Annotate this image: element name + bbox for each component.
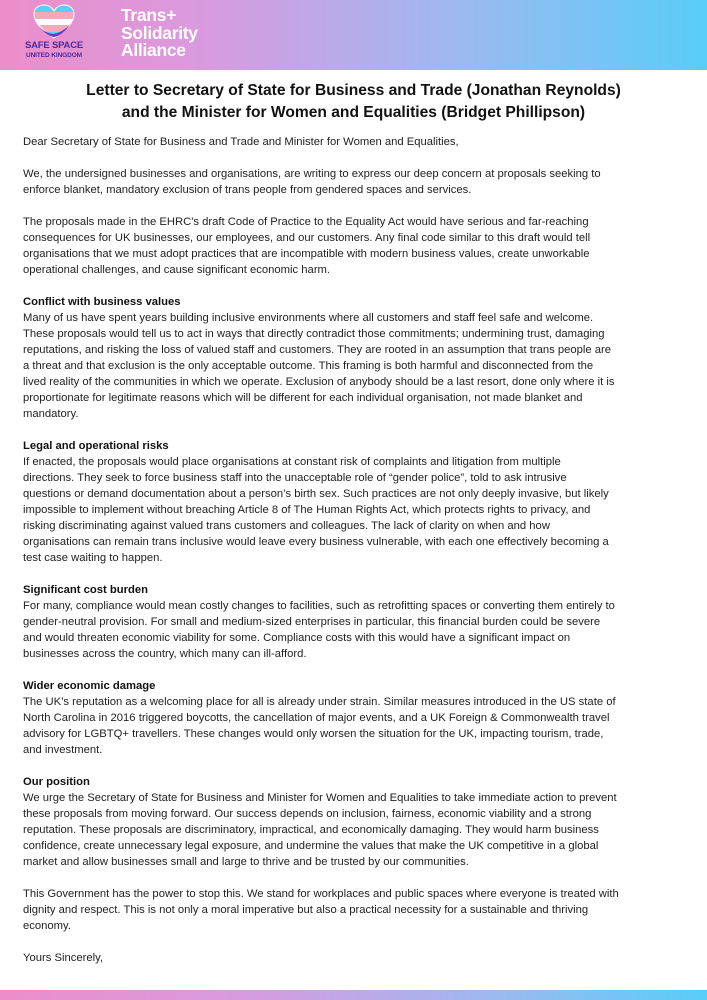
alliance-line-1: Trans+ <box>121 5 177 25</box>
text-line: economy. <box>23 920 71 932</box>
text-line: mandatory. <box>23 408 79 420</box>
salutation-text: Dear Secretary of State for Business and Trade and Minister for Women and Equalities, <box>23 136 459 148</box>
text-line: and investment. <box>23 744 103 756</box>
closing-paragraph <box>23 886 693 934</box>
header-banner <box>0 0 707 70</box>
section-cost-burden <box>23 582 693 662</box>
text-line: gender-neutral provision. For small and medium-sized enterprises in particular, this financial burden could be severe <box>23 616 601 628</box>
section-paragraph <box>23 790 693 870</box>
section-heading: Significant cost burden <box>23 584 149 596</box>
text-line: For many, compliance would mean costly changes to facilities, such as retrofitting spaces or converting them entirely to <box>23 600 615 612</box>
footer-gradient-bar <box>0 990 707 1000</box>
signoff <box>23 950 693 966</box>
proposals-paragraph <box>23 214 693 278</box>
letter-title <box>20 80 687 124</box>
section-paragraph <box>23 694 693 758</box>
logo-line-2: UNITED KINGDOM <box>25 52 82 59</box>
section-economic-damage <box>23 678 693 758</box>
section-heading: Conflict with business values <box>23 296 181 308</box>
logo-line-1: SAFE SPACE <box>24 40 83 51</box>
text-line: these proposals from moving forward. Our success depends on inclusion, fairness, economic viability and a strong <box>23 808 592 820</box>
section-heading: Wider economic damage <box>23 680 156 692</box>
text-line: dignity and respect. This is not only a moral imperative but also a practical necessity for a sustainable and thriving <box>23 904 589 916</box>
section-heading: Our position <box>23 776 90 788</box>
section-paragraph <box>23 454 693 566</box>
section-business-values <box>23 294 693 422</box>
text-line: enforce blanket, mandatory exclusion of trans people from gendered spaces and services. <box>23 184 472 196</box>
alliance-line-2: Solidarity <box>121 22 198 43</box>
text-line: This Government has the power to stop this. We stand for workplaces and public spaces where everyone is treated with <box>23 888 619 900</box>
section-heading: Legal and operational risks <box>23 440 169 452</box>
section-paragraph <box>23 310 693 422</box>
trans-solidarity-alliance-logo <box>121 7 198 60</box>
text-line: a threat and that exclusion is the only acceptable outcome. This framing is both harmful and disconnected from the <box>23 360 594 372</box>
text-line: advisory for LGBTQ+ travellers. These changes would only worsen the situation for the UK, impacting tourism, trade, <box>23 728 604 740</box>
text-line: proportionate for legitimate reasons which will be different for each individual organisation, not made blanket and <box>23 392 583 404</box>
title-line-1: Letter to Secretary of State for Business and Trade (Jonathan Reynolds) <box>86 82 621 99</box>
safe-space-logo-text <box>14 41 94 61</box>
text-line: risking discriminating against valued trans customers and colleagues. The lack of clarity on when and how <box>23 520 550 532</box>
text-line: organisations can remain trans inclusive would leave every business vulnerable, with each one effectively becoming a <box>23 536 609 548</box>
text-line: reputation. These proposals are discriminatory, impractical, and economically damaging. They would harm business <box>23 824 599 836</box>
title-line-2: and the Minister for Women and Equalities (Bridget Phillipson) <box>121 104 586 121</box>
salutation <box>23 134 693 150</box>
letter-body <box>23 134 693 982</box>
text-line: businesses across the country, which many can ill-afford. <box>23 648 307 660</box>
text-line: directions. They seek to force business staff into the unacceptable role of “gender police”, told to ask intrusive <box>23 472 567 484</box>
section-our-position <box>23 774 693 870</box>
text-line: The proposals made in the EHRC's draft Code of Practice to the Equality Act would have serious and far-reaching <box>23 216 589 228</box>
text-line: We urge the Secretary of State for Business and Minister for Women and Equalities to take immediate action to prevent <box>23 792 617 804</box>
signoff-text: Yours Sincerely, <box>23 952 104 964</box>
text-line: These proposals would tell us to act in ways that directly contradict those commitments; undermining trust, damaging <box>23 328 605 340</box>
text-line: test case waiting to happen. <box>23 552 163 564</box>
heart-hands-icon <box>33 4 75 40</box>
section-legal-risks <box>23 438 693 566</box>
section-paragraph <box>23 598 693 662</box>
text-line: questions or demand documentation about a person’s birth sex. Such practices are not only deeply invasive, but likely <box>23 488 609 500</box>
text-line: North Carolina in 2016 triggered boycotts, the cancellation of major events, and a UK Foreign & Commonwealth travel <box>23 712 610 724</box>
text-line: consequences for UK businesses, our employees, and our customers. Any final code similar to this draft would tell <box>23 232 591 244</box>
text-line: impossible to implement without breaching Article 8 of The Human Rights Act, which protects rights to privacy, and <box>23 504 591 516</box>
text-line: lived reality of the communities in which we operate. Exclusion of anybody should be a last resort, done only where it is <box>23 376 615 388</box>
text-line: Many of us have spent years building inclusive environments where all customers and staff feel safe and welcome. <box>23 312 594 324</box>
intro-paragraph <box>23 166 693 198</box>
text-line: and would threaten economic viability for some. Compliance costs with this would have a significant impact on <box>23 632 571 644</box>
text-line: We, the undersigned businesses and organisations, are writing to express our deep concern at proposals seeking to <box>23 168 601 180</box>
text-line: operational challenges, and cause significant economic harm. <box>23 264 331 276</box>
text-line: The UK’s reputation as a welcoming place for all is already under strain. Similar measures introduced in the US state of <box>23 696 616 708</box>
text-line: confidence, create unnecessary legal exposure, and undermine the values that make the UK competitive in a global <box>23 840 599 852</box>
text-line: organisations that we must adopt practices that are incompatible with modern business values, create unworkable <box>23 248 590 260</box>
text-line: reputations, and risking the loss of valued staff and customers. They are rooted in an assumption that trans people are <box>23 344 612 356</box>
text-line: market and allow businesses small and large to thrive and be trusted by our communities. <box>23 856 469 868</box>
text-line: If enacted, the proposals would place organisations at constant risk of complaints and litigation from multiple <box>23 456 561 468</box>
alliance-line-3: Alliance <box>121 40 186 60</box>
